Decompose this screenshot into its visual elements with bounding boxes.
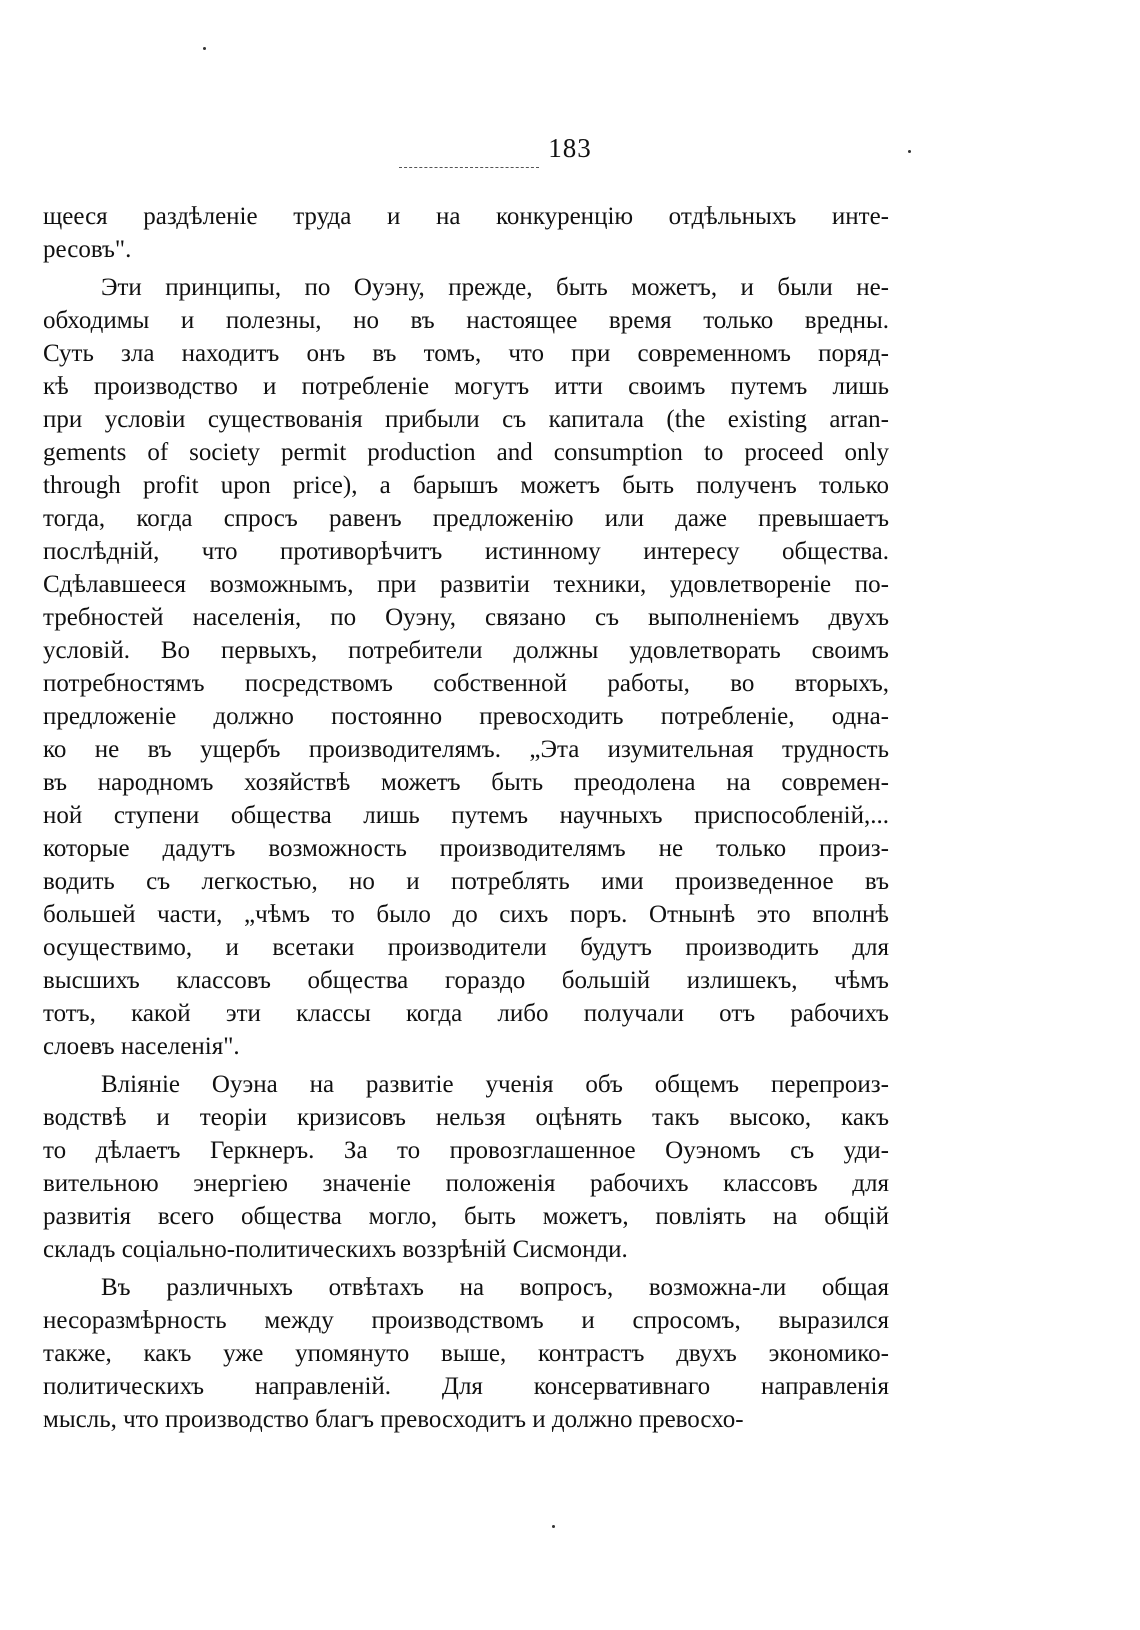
text-line: вительною энергіею значеніе положенія рабочихъ классовъ для [43, 1170, 889, 1197]
text-line: тотъ, какой эти классы когда либо получали отъ рабочихъ [43, 1000, 889, 1027]
text-line: которые дадутъ возможность производителямъ не только произ- [43, 835, 889, 862]
text-line: Въ различныхъ отвѣтахъ на вопросъ, возможна-ли общая [101, 1274, 889, 1301]
scan-speck [552, 1525, 555, 1528]
header-rule [399, 167, 539, 168]
text-line: слоевъ населенія". [43, 1033, 240, 1060]
text-line: кѣ производство и потребленіе могутъ итти своимъ путемъ лишь [43, 373, 889, 400]
text-line: послѣдній, что противорѣчитъ истинному интересу общества. [43, 538, 889, 565]
body-text [43, 200, 889, 1436]
text-line: Сдѣлавшееся возможнымъ, при развитіи техники, удовлетвореніе по- [43, 571, 889, 598]
text-line: развитія всего общества могло, быть можетъ, повліять на общій [43, 1203, 889, 1230]
text-line: обходимы и полезны, но въ настоящее время только вредны. [43, 307, 889, 334]
page-number: 183 [548, 133, 592, 163]
text-line: предложеніе должно постоянно превосходить потребленіе, одна- [43, 703, 889, 730]
text-line: ной ступени общества лишь путемъ научныхъ приспособленій,... [43, 802, 889, 829]
text-line: политическихъ направленій. Для консервативнаго направленія [43, 1373, 889, 1400]
text-line: Суть зла находитъ онъ въ томъ, что при современномъ поряд- [43, 340, 889, 367]
text-line: потребностямъ посредствомъ собственной работы, во вторыхъ, [43, 670, 889, 697]
text-line: тогда, когда спросъ равенъ предложенію или даже превышаетъ [43, 505, 889, 532]
text-line: складъ соціально-политическихъ воззрѣній Сисмонди. [43, 1236, 628, 1263]
text-line: водствѣ и теоріи кризисовъ нельзя оцѣнять такъ высоко, какъ [43, 1104, 889, 1131]
text-line: въ народномъ хозяйствѣ можетъ быть преодолена на современ- [43, 769, 889, 796]
paragraph [43, 1271, 889, 1436]
text-line: то дѣлаетъ Геркнеръ. За то провозглашенное Оуэномъ съ уди- [43, 1137, 889, 1164]
text-line: осуществимо, и всетаки производители будутъ производить для [43, 934, 889, 961]
text-line: водить съ легкостью, но и потреблять ими произведенное въ [43, 868, 889, 895]
text-line: несоразмѣрность между производствомъ и спросомъ, выразился [43, 1307, 889, 1334]
text-line: большей части, „чѣмъ то было до сихъ поръ. Отнынѣ это вполнѣ [43, 901, 889, 928]
text-line: ко не въ ущербъ производителямъ. „Эта изумительная трудность [43, 736, 889, 763]
text-line: Эти принципы, по Оуэну, прежде, быть можетъ, и были не- [101, 274, 889, 301]
text-line: мысль, что производство благъ превосходитъ и должно превосхо- [43, 1406, 744, 1433]
text-line: through profit upon price), а барышъ можетъ быть полученъ только [43, 472, 889, 499]
text-line: требностей населенія, по Оуэну, связано съ выполненіемъ двухъ [43, 604, 889, 631]
text-line: высшихъ классовъ общества гораздо большій излишекъ, чѣмъ [43, 967, 889, 994]
text-line: Вліяніе Оуэна на развитіе ученія объ общемъ перепроиз- [101, 1071, 889, 1098]
text-line: условій. Во первыхъ, потребители должны удовлетворать своимъ [43, 637, 889, 664]
paragraph [43, 200, 889, 266]
paragraph [43, 271, 889, 1063]
paragraph [43, 1068, 889, 1266]
text-line: также, какъ уже упомянуто выше, контрастъ двухъ экономико- [43, 1340, 889, 1367]
scan-speck [203, 47, 206, 50]
text-line: gements of society permit production and consumption to proceed only [43, 439, 889, 466]
text-line: щееся раздѣленіе труда и на конкуренцію отдѣльныхъ инте- [43, 203, 889, 230]
text-line: ресовъ". [43, 236, 132, 263]
text-line: при условіи существованія прибыли съ капитала (the existing arran- [43, 406, 889, 433]
